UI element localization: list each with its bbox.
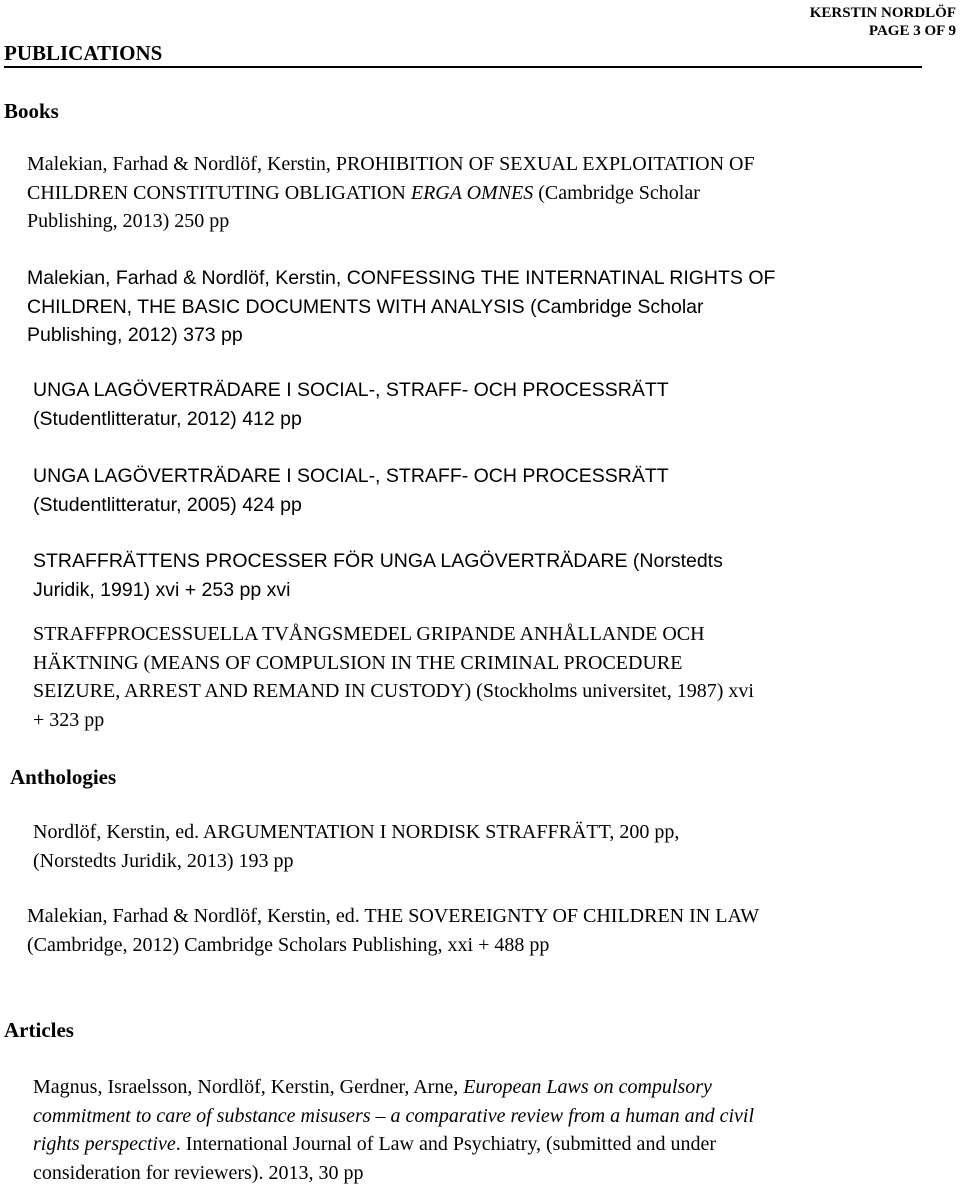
- book-entry-1: [27, 150, 755, 236]
- anthology-entry-2: [27, 902, 759, 959]
- entry-line: UNGA LAGÖVERTRÄDARE I SOCIAL-, STRAFF- OCH PROCESSRÄTT: [33, 379, 669, 401]
- entry-line: SEIZURE, ARREST AND REMAND IN CUSTODY) (Stockholms universitet, 1987) xvi: [33, 680, 754, 702]
- entry-line: CHILDREN, THE BASIC DOCUMENTS WITH ANALYSIS (Cambridge Scholar: [27, 295, 704, 318]
- article-title: European Laws on compulsory: [463, 1076, 712, 1098]
- entry-line: Publishing, 2013) 250 pp: [27, 210, 230, 232]
- article-entry-1: [33, 1073, 754, 1187]
- entry-text: CHILDREN CONSTITUTING OBLIGATION: [27, 181, 411, 204]
- entry-line: consideration for reviewers). 2013, 30 pp: [33, 1161, 364, 1184]
- entry-line: (Cambridge, 2012) Cambridge Scholars Publishing, xxi + 488 pp: [27, 933, 550, 956]
- entry-line: (Norstedts Juridik, 2013) 193 pp: [33, 849, 294, 872]
- entry-line: Juridik, 1991) xvi + 253 pp xvi: [33, 578, 291, 601]
- section-title: PUBLICATIONS: [4, 40, 922, 68]
- book-entry-4: [33, 462, 669, 519]
- entry-line: [33, 1073, 754, 1102]
- entry-line: Malekian, Farhad & Nordlöf, Kerstin, ed. THE SOVEREIGNTY OF CHILDREN IN LAW: [27, 905, 760, 927]
- article-title: rights perspective: [33, 1133, 176, 1155]
- header-page-number: PAGE 3 OF 9: [868, 23, 956, 39]
- entry-line: (Studentlitteratur, 2012) 412 pp: [33, 407, 302, 430]
- entry-line: Nordlöf, Kerstin, ed. ARGUMENTATION I NORDISK STRAFFRÄTT, 200 pp,: [33, 821, 680, 843]
- entry-text: . International Journal of Law and Psychiatry, (submitted and under: [175, 1133, 716, 1155]
- book-entry-5: [33, 547, 723, 604]
- book-entry-2: [27, 264, 775, 350]
- entry-line: [33, 1102, 754, 1131]
- entry-line: [33, 1130, 754, 1159]
- entry-line: STRAFFPROCESSUELLA TVÅNGSMEDEL GRIPANDE ANHÅLLANDE OCH: [33, 623, 705, 645]
- anthologies-heading: Anthologies: [10, 765, 117, 789]
- running-header: [810, 4, 956, 40]
- articles-heading: Articles: [4, 1018, 74, 1042]
- entry-line: STRAFFRÄTTENS PROCESSER FÖR UNGA LAGÖVERTRÄDARE (Norstedts: [33, 550, 723, 572]
- book-entry-3: [33, 376, 669, 433]
- italic-term: ERGA OMNES: [410, 181, 534, 204]
- books-heading: Books: [4, 99, 59, 123]
- entry-line: Malekian, Farhad & Nordlöf, Kerstin, PROHIBITION OF SEXUAL EXPLOITATION OF: [27, 153, 755, 175]
- entry-line: Publishing, 2012) 373 pp: [27, 324, 243, 346]
- book-entry-6: [33, 620, 754, 734]
- entry-line: (Studentlitteratur, 2005) 424 pp: [33, 493, 302, 516]
- header-author: KERSTIN NORDLÖF: [809, 5, 956, 21]
- entry-line: UNGA LAGÖVERTRÄDARE I SOCIAL-, STRAFF- OCH PROCESSRÄTT: [33, 465, 669, 487]
- entry-line: + 323 pp: [33, 708, 105, 731]
- entry-text: Magnus, Israelsson, Nordlöf, Kerstin, Gerdner, Arne,: [33, 1076, 464, 1098]
- entry-line: [27, 179, 755, 208]
- entry-text: (Cambridge Scholar: [533, 181, 700, 204]
- article-title: commitment to care of substance misusers – a comparative review from a human and civil: [33, 1104, 754, 1127]
- entry-line: HÄKTNING (MEANS OF COMPULSION IN THE CRIMINAL PROCEDURE: [33, 651, 683, 674]
- anthology-entry-1: [33, 818, 679, 875]
- entry-line: Malekian, Farhad & Nordlöf, Kerstin, CONFESSING THE INTERNATINAL RIGHTS OF: [27, 267, 776, 289]
